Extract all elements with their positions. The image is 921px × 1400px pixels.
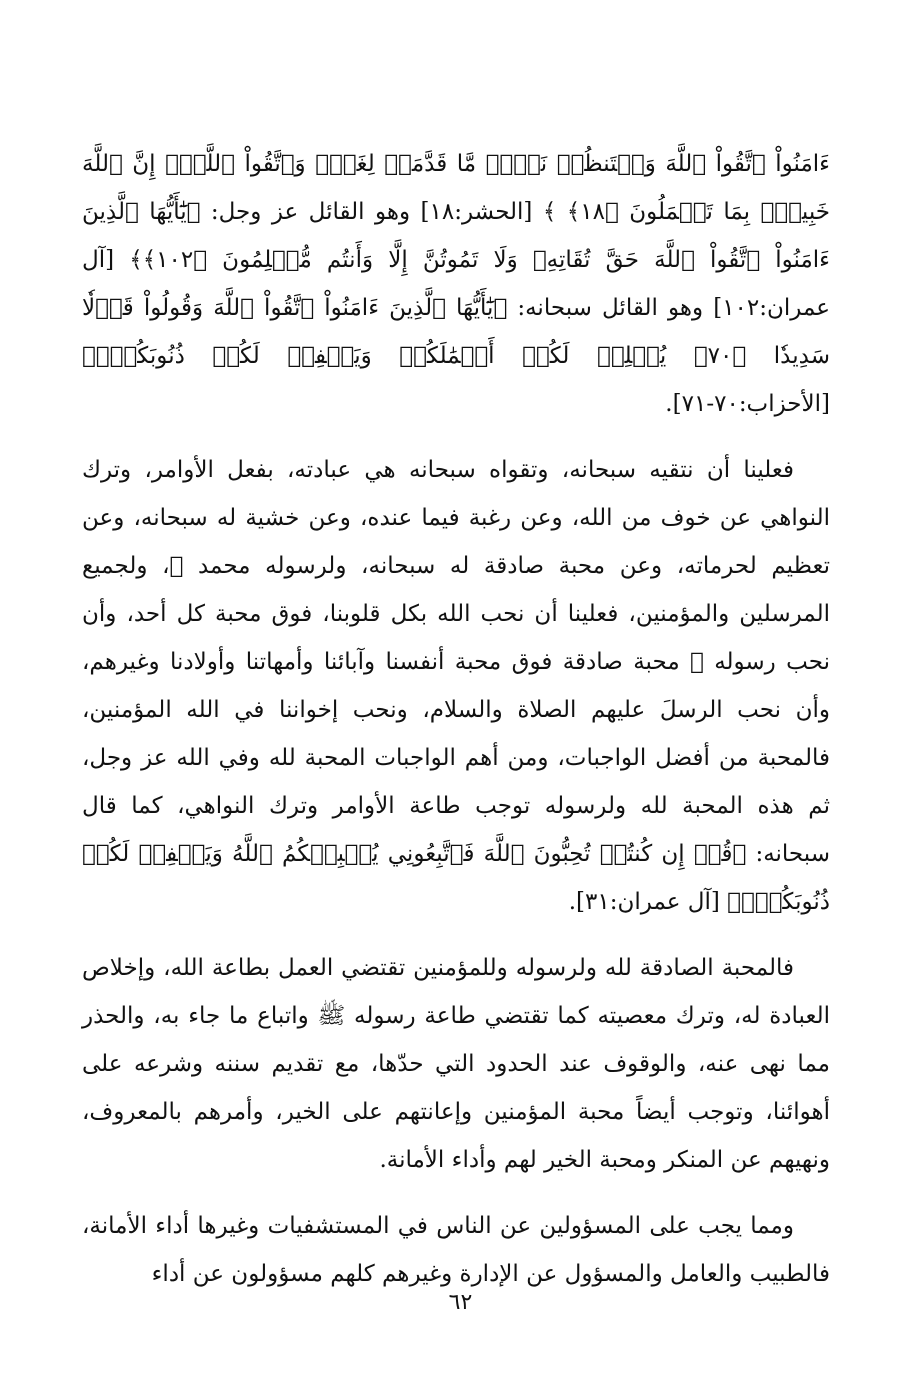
page-number: ٦٢ (448, 1290, 473, 1315)
love-and-obedience-paragraph: فعلينا أن نتقيه سبحانه، وتقواه سبحانه هي عبادته، بفعل الأوامر، وترك النواهي عن خوف من الله، وعن رغبة فيما عنده، وعن خشية له سبحانه، وعن تعظيم لحرماته، وعن محبة صادقة له سبحانه، ولرسوله محمد ﷺ، ولجميع المرسلين والمؤمنين، فعلينا أن نحب الله بكل قلوبنا، فوق محبة كل أحد، وأن نحب رسوله ﷺ محبة صادقة فوق محبة أنفسنا وآبائنا وأمهاتنا وأولادنا وغيرهم، وأن نحب الرسلَ عليهم الصلاة والسلام، ونحب إخواننا في الله المؤمنين، فالمحبة من أفضل الواجبات، ومن أهم الواجبات المحبة لله وفي الله عز وجل، ثم هذه المحبة لله ولرسوله توجب طاعة الأوامر وترك النواهي، كما قال سبحانه: ﴿قُلۡ إِن كُنتُمۡ تُحِبُّونَ ٱللَّهَ فَٱتَّبِعُونِي يُحۡبِبۡكُمُ ٱللَّهُ وَيَغۡفِرۡ لَكُمۡ ذُنُوبَكُمۡۚ﴾ [آل عمران:٣١]. (82, 457, 830, 915)
paragraph-spacer (82, 926, 830, 944)
responsibility-paragraph: ومما يجب على المسؤولين عن الناس في المستشفيات وغيرها أداء الأمانة، فالطبيب والعامل والمسؤول عن الإدارة وغيرهم كلهم مسؤولون عن أداء (82, 1213, 830, 1287)
paragraph-spacer (82, 428, 830, 446)
sincere-love-paragraph: فالمحبة الصادقة لله ولرسوله وللمؤمنين تقتضي العمل بطاعة الله، وإخلاص العبادة له، وترك معصيته كما تقتضي طاعة رسوله ﷺ واتباع ما جاء به، والحذر مما نهى عنه، والوقوف عند الحدود التي حدّها، مع تقديم سننه وشرعه على أهوائنا، وتوجب أيضاً محبة المؤمنين وإعانتهم على الخير، وأمرهم بالمعروف، ونهيهم عن المنكر ومحبة الخير لهم وأداء الأمانة. (82, 955, 830, 1173)
page-body (82, 140, 830, 1287)
quran-citations-paragraph: ءَامَنُواْ ٱتَّقُواْ ٱللَّهَ وَلۡتَنظُرۡ نَفۡسٞ مَّا قَدَّمَتۡ لِغَدٖۖ وَٱتَّقُواْ ٱللَّهَۚ إِنَّ ٱللَّهَ خَبِيرُۢ بِمَا تَعۡمَلُونَ ﴿١٨﴾ ﴾ [الحشر:١٨] وهو القائل عز وجل: ﴿يَٰٓأَيُّهَا ٱلَّذِينَ ءَامَنُواْ ٱتَّقُواْ ٱللَّهَ حَقَّ تُقَاتِهِۦ وَلَا تَمُوتُنَّ إِلَّا وَأَنتُم مُّسۡلِمُونَ ﴿١٠٢﴾﴾ [آل عمران:١٠٢] وهو القائل سبحانه: ﴿يَٰٓأَيُّهَا ٱلَّذِينَ ءَامَنُواْ ٱتَّقُواْ ٱللَّهَ وَقُولُواْ قَوۡلٗا سَدِيدٗا ﴿٧٠﴾ يُصۡلِحۡ لَكُمۡ أَعۡمَٰلَكُمۡ وَيَغۡفِرۡ لَكُمۡ ذُنُوبَكُمۡۗ﴾ [الأحزاب:٧٠-٧١]. (82, 151, 830, 417)
paragraph-spacer (82, 1184, 830, 1202)
